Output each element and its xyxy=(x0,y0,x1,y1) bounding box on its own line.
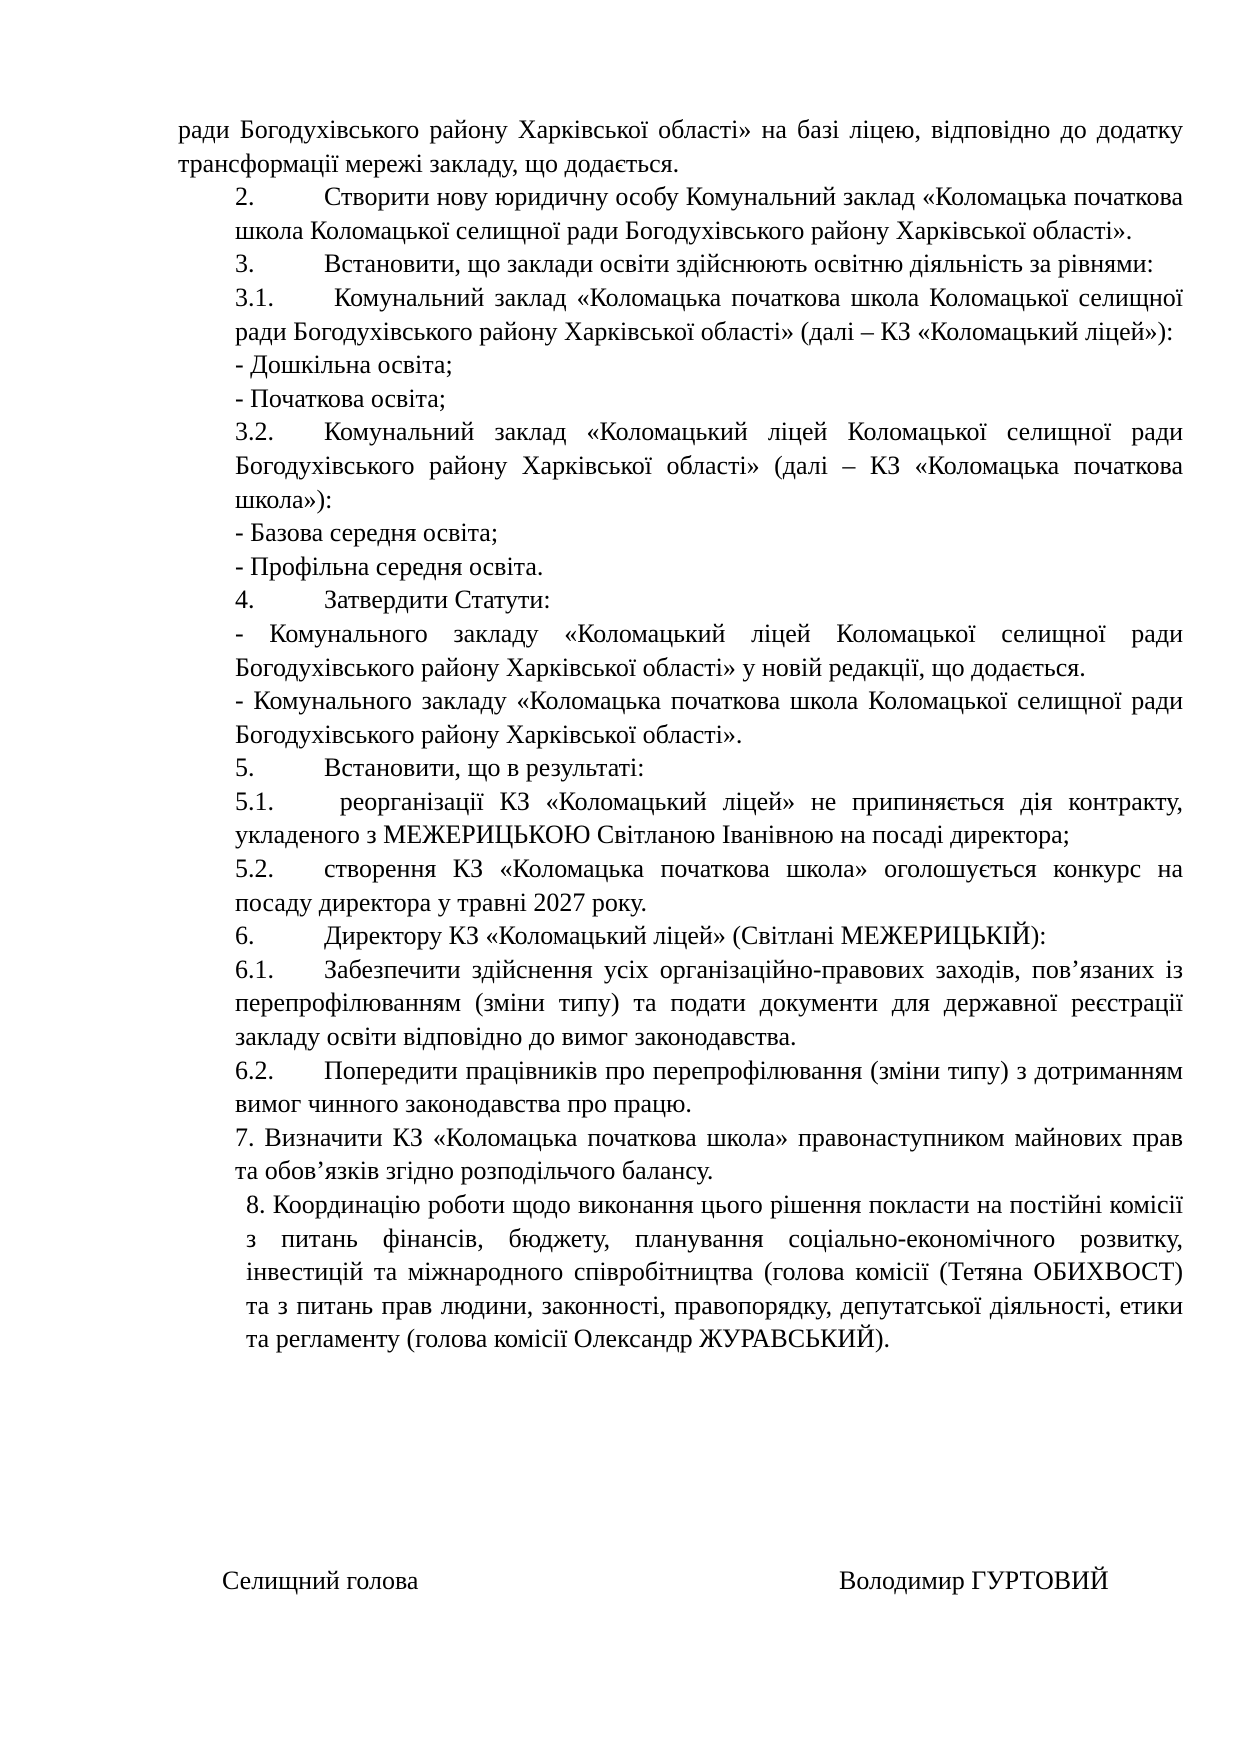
paragraph-text: Попередити працівників про перепрофілювання (зміни типу) з дотриманням вимог чинного законодавства про працю. xyxy=(235,1055,1183,1119)
paragraph-text: Директору КЗ «Коломацький ліцей» (Світлані МЕЖЕРИЦЬКІЙ): xyxy=(324,921,1047,951)
paragraph-text: Створити нову юридичну особу Комунальний заклад «Коломацька початкова школа Коломацької селищної ради Богодухівського району Харківської області». xyxy=(235,182,1183,245)
paragraph-6-2 xyxy=(178,1054,1183,1121)
paragraph-number: 5.2. xyxy=(235,854,274,884)
paragraph-text: Встановити, що в результаті: xyxy=(324,753,645,783)
paragraph-text: реорганізації КЗ «Коломацький ліцей» не припиняється дія контракту, укладеного з МЕЖЕРИЦЬКОЮ Світланою Іванівною на посаді директора; xyxy=(235,786,1183,850)
paragraph-number: 5.1. xyxy=(235,786,274,816)
list-item-basic-secondary: - Базова середня освіта; xyxy=(235,518,499,548)
paragraph-text: Забезпечити здійснення усіх організаційно-правових заходів, пов’язаних із перепрофілюванням (зміни типу) та подати документи для державної реєстрації закладу освіти відповідно до вимог законодавства. xyxy=(235,954,1183,1052)
paragraph-3 xyxy=(178,247,1183,281)
list-item-primary: - Початкова освіта; xyxy=(235,383,446,413)
list-item-statute-school: - Комунального закладу «Коломацька початкова школа Коломацької селищної ради Богодухівського району Харківської області». xyxy=(235,686,1183,749)
paragraph-7: 7. Визначити КЗ «Коломацька початкова школа» правонаступником майнових прав та обов’язків згідно розподільчого балансу. xyxy=(235,1122,1183,1186)
paragraph-text: Встановити, що заклади освіти здійснюють освітню діяльність за рівнями: xyxy=(324,249,1154,279)
signatory-role: Селищний голова xyxy=(222,1566,419,1595)
paragraph-number: 3.2. xyxy=(235,417,274,447)
paragraph-text: Комунальний заклад «Коломацька початкова школа Коломацької селищної ради Богодухівського району Харківської області» (далі – КЗ «Коломацький ліцей»): xyxy=(235,282,1183,346)
paragraph-5 xyxy=(178,751,1183,785)
paragraph-3-2 xyxy=(178,415,1183,516)
paragraph-number: 3.1. xyxy=(235,282,274,312)
list-item-profile-secondary: - Профільна середня освіта. xyxy=(235,551,544,581)
list-item-statute-lyceum: - Комунального закладу «Коломацький ліцей Коломацької селищної ради Богодухівського району Харківської області» у новій редакції, що додається. xyxy=(235,618,1183,682)
paragraph-text: Затвердити Статути: xyxy=(324,585,551,615)
paragraph-3-1 xyxy=(178,281,1183,348)
paragraph-6 xyxy=(178,919,1183,953)
paragraph-5-1 xyxy=(178,785,1183,852)
signature-block xyxy=(0,1566,1240,1606)
paragraph-number: 3. xyxy=(235,249,255,279)
paragraph-number: 6.2. xyxy=(235,1055,274,1085)
paragraph-8: 8. Координацію роботи щодо виконання цього рішення покласти на постійні комісії з питань фінансів, бюджету, планування соціально-економічного розвитку, інвестицій та міжнародного співробітництва (голова комісії (Тетяна ОБИХВОСТ) та з питань прав людини, законності, правопорядку, депутатської діяльності, етики та регламенту (голова комісії Олександр ЖУРАВСЬКИЙ). xyxy=(246,1190,1183,1354)
signatory-name: Володимир ГУРТОВИЙ xyxy=(839,1566,1109,1595)
paragraph-5-2 xyxy=(178,852,1183,919)
paragraph-6-1 xyxy=(178,953,1183,1054)
paragraph-number: 5. xyxy=(235,753,255,783)
paragraph-number: 6.1. xyxy=(235,954,274,984)
paragraph-number: 2. xyxy=(235,182,255,212)
paragraph-number: 4. xyxy=(235,585,255,615)
paragraph-2 xyxy=(178,180,1183,247)
document-body xyxy=(178,113,1183,1356)
paragraph-text: Комунальний заклад «Коломацький ліцей Коломацької селищної ради Богодухівського району Харківської області» (далі – КЗ «Коломацька початкова школа»): xyxy=(235,417,1183,514)
paragraph-4 xyxy=(178,583,1183,617)
paragraph-number: 6. xyxy=(235,921,255,951)
list-item-preschool: - Дошкільна освіта; xyxy=(235,350,453,380)
paragraph-text: створення КЗ «Коломацька початкова школа» оголошується конкурс на посаду директора у травні 2027 року. xyxy=(235,854,1183,917)
paragraph-intro: ради Богодухівського району Харківської області» на базі ліцею, відповідно до додатку трансформації мережі закладу, що додається. xyxy=(178,115,1183,178)
